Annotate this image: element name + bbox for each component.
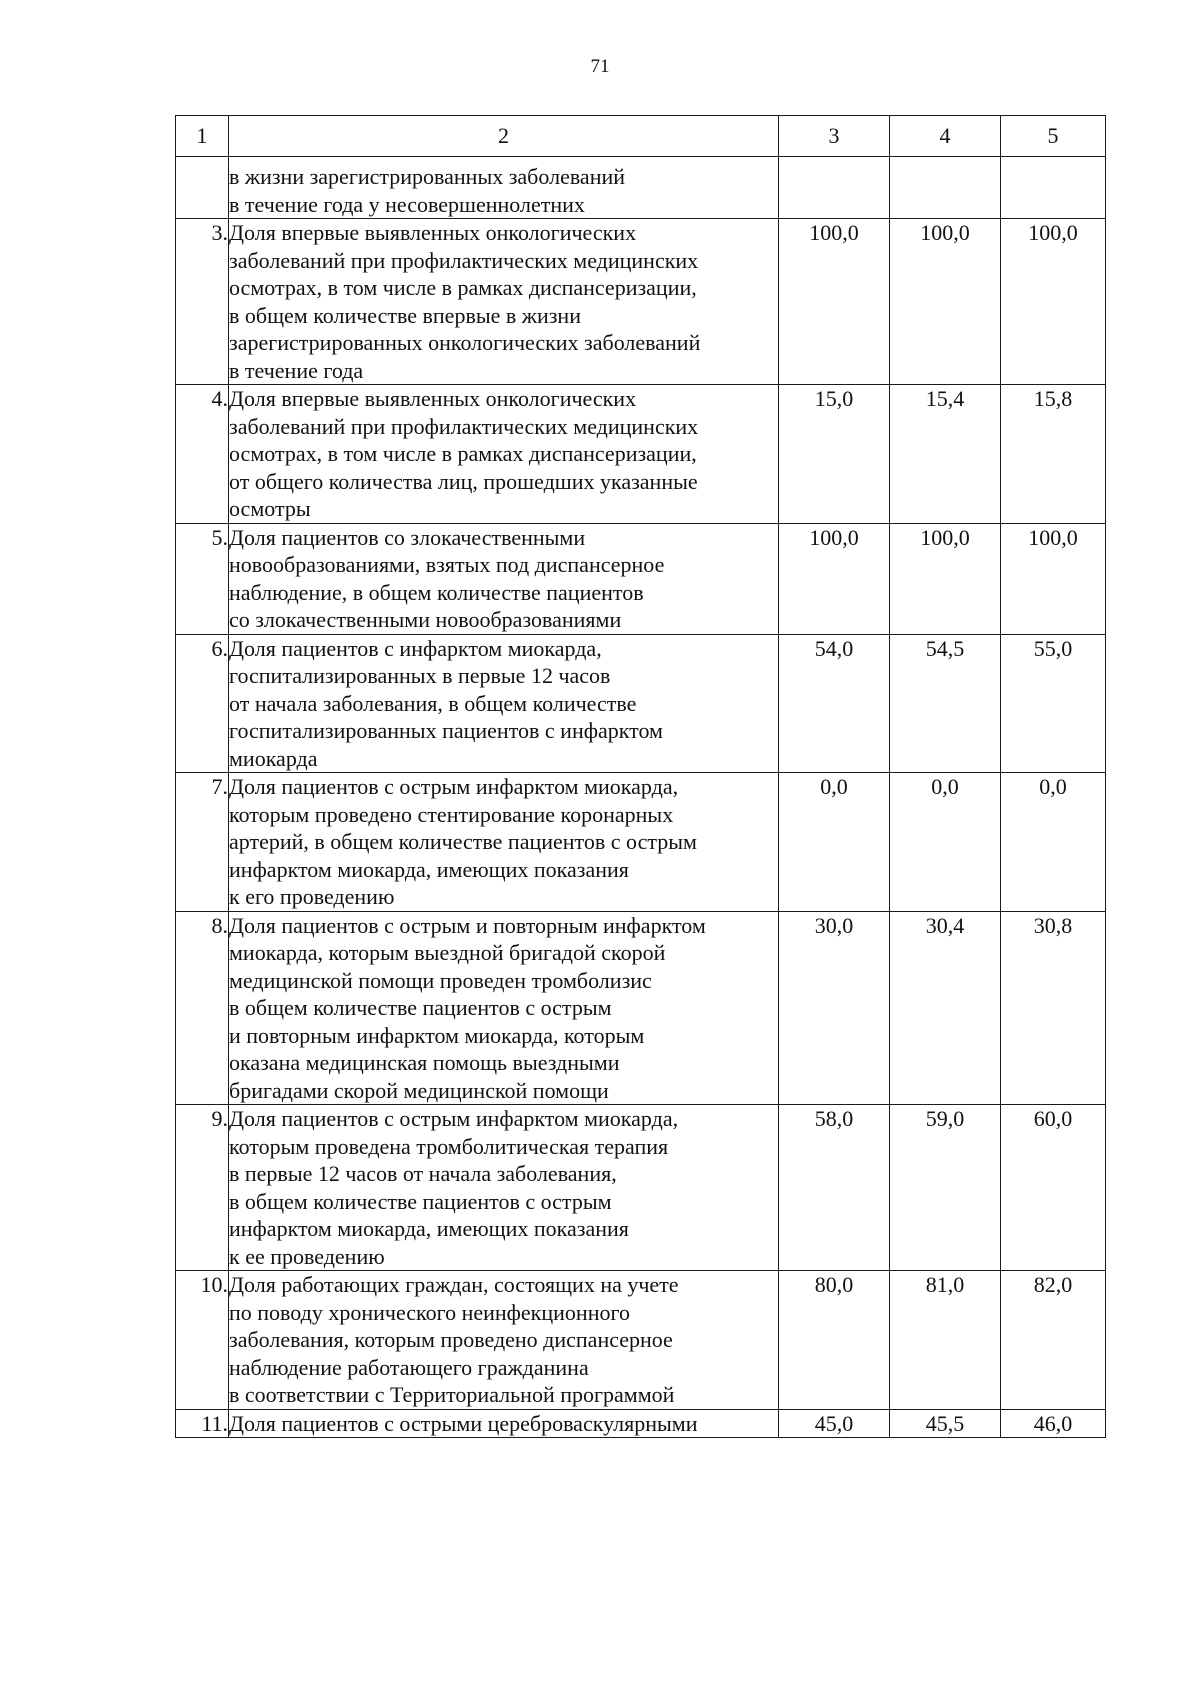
- row-description: [229, 1271, 779, 1410]
- row-value-col4: 100,0: [890, 523, 1001, 634]
- description-line: осмотрах, в том числе в рамках диспансеризации,: [229, 275, 697, 300]
- row-value-col4: 59,0: [890, 1105, 1001, 1271]
- row-description: [229, 1105, 779, 1271]
- row-description: [229, 634, 779, 773]
- description-line: Доля впервые выявленных онкологических: [229, 386, 637, 411]
- header-col-1: 1: [176, 116, 229, 157]
- row-number: 5.: [176, 523, 229, 634]
- description-line: от общего количества лиц, прошедших указанные: [229, 468, 698, 494]
- row-value-col3: 80,0: [779, 1271, 890, 1410]
- description-line: инфарктом миокарда, имеющих показания: [229, 856, 629, 882]
- row-value-col5: 0,0: [1001, 773, 1106, 912]
- description-line: зарегистрированных онкологических заболеваний: [229, 330, 701, 355]
- header-col-2: 2: [229, 116, 779, 157]
- description-line: артерий, в общем количестве пациентов с острым: [229, 829, 697, 854]
- description-line: медицинской помощи проведен тромболизис: [229, 967, 652, 993]
- continuation-row: [176, 157, 1106, 219]
- row-value-col3: [779, 157, 890, 219]
- description-line: миокарда, которым выездной бригадой скорой: [229, 940, 666, 965]
- description-line: осмотры: [229, 496, 311, 521]
- row-value-col3: 0,0: [779, 773, 890, 912]
- description-line: к ее проведению: [229, 1243, 385, 1269]
- row-value-col5: [1001, 157, 1106, 219]
- row-number: [176, 157, 229, 219]
- description-line: госпитализированных в первые 12 часов: [229, 663, 611, 688]
- row-value-col3: 54,0: [779, 634, 890, 773]
- table-row: [176, 1271, 1106, 1410]
- row-number: 7.: [176, 773, 229, 912]
- description-line: в общем количестве пациентов с острым: [229, 995, 612, 1020]
- row-value-col4: 81,0: [890, 1271, 1001, 1410]
- description-line: со злокачественными новообразованиями: [229, 607, 622, 632]
- row-value-col5: 82,0: [1001, 1271, 1106, 1410]
- table-row: [176, 1105, 1106, 1271]
- row-value-col3: 30,0: [779, 911, 890, 1105]
- description-line: которым проведена тромболитическая терапия: [229, 1133, 669, 1159]
- description-line: в соответствии с Территориальной программой: [229, 1382, 675, 1407]
- row-number: 3.: [176, 219, 229, 385]
- row-value-col4: 0,0: [890, 773, 1001, 912]
- description-line: в общем количестве пациентов с острым: [229, 1188, 612, 1214]
- table-row: [176, 911, 1106, 1105]
- row-number: 4.: [176, 385, 229, 524]
- header-col-4: 4: [890, 116, 1001, 157]
- description-line: от начала заболевания, в общем количестве: [229, 690, 637, 716]
- row-description: [229, 385, 779, 524]
- row-value-col4: 100,0: [890, 219, 1001, 385]
- page-number: 71: [590, 56, 610, 77]
- row-value-col5: 55,0: [1001, 634, 1106, 773]
- description-line: Доля впервые выявленных онкологических: [229, 220, 637, 245]
- table-row: [176, 634, 1106, 773]
- description-line: по поводу хронического неинфекционного: [229, 1299, 630, 1325]
- row-value-col4: [890, 157, 1001, 219]
- row-value-col3: 15,0: [779, 385, 890, 524]
- row-value-col5: 100,0: [1001, 219, 1106, 385]
- description-line: инфарктом миокарда, имеющих показания: [229, 1216, 629, 1241]
- description-line: наблюдение, в общем количестве пациентов: [229, 579, 644, 605]
- row-description: [229, 1409, 779, 1438]
- row-value-col3: 45,0: [779, 1409, 890, 1438]
- row-value-col4: 45,5: [890, 1409, 1001, 1438]
- description-line: к его проведению: [229, 884, 395, 909]
- row-value-col3: 58,0: [779, 1105, 890, 1271]
- row-number: 6.: [176, 634, 229, 773]
- table-row: [176, 523, 1106, 634]
- description-line: в первые 12 часов от начала заболевания,: [229, 1161, 617, 1186]
- description-line: и повторным инфарктом миокарда, которым: [229, 1022, 645, 1048]
- row-value-col5: 15,8: [1001, 385, 1106, 524]
- description-line: бригадами скорой медицинской помощи: [229, 1077, 609, 1103]
- row-description: [229, 157, 779, 219]
- description-line: наблюдение работающего гражданина: [229, 1354, 589, 1380]
- row-value-col3: 100,0: [779, 523, 890, 634]
- table-header-row: [176, 116, 1106, 157]
- row-number: 8.: [176, 911, 229, 1105]
- row-number: 11.: [176, 1409, 229, 1438]
- description-line: заболеваний при профилактических медицинских: [229, 413, 699, 439]
- description-line: Доля пациентов с инфарктом миокарда,: [229, 635, 602, 661]
- description-line: в течение года у несовершеннолетних: [229, 191, 585, 217]
- row-number: 9.: [176, 1105, 229, 1271]
- table-row: [176, 1409, 1106, 1438]
- description-line: миокарда: [229, 745, 318, 771]
- description-line: госпитализированных пациентов с инфарктом: [229, 718, 663, 743]
- row-description: [229, 911, 779, 1105]
- row-number: 10.: [176, 1271, 229, 1410]
- description-line: оказана медицинская помощь выездными: [229, 1050, 620, 1075]
- table-row: [176, 385, 1106, 524]
- description-line: Доля пациентов с острыми цереброваскулярными: [229, 1410, 698, 1436]
- description-line: Доля пациентов с острым инфарктом миокарда,: [229, 1106, 679, 1131]
- description-line: которым проведено стентирование коронарных: [229, 801, 674, 827]
- table-row: [176, 219, 1106, 385]
- row-description: [229, 773, 779, 912]
- row-value-col3: 100,0: [779, 219, 890, 385]
- row-description: [229, 523, 779, 634]
- row-value-col5: 100,0: [1001, 523, 1106, 634]
- header-col-5: 5: [1001, 116, 1106, 157]
- header-col-3: 3: [779, 116, 890, 157]
- description-line: осмотрах, в том числе в рамках диспансеризации,: [229, 441, 697, 466]
- row-value-col4: 54,5: [890, 634, 1001, 773]
- row-description: [229, 219, 779, 385]
- row-value-col4: 15,4: [890, 385, 1001, 524]
- description-line: в общем количестве впервые в жизни: [229, 302, 581, 328]
- row-value-col5: 60,0: [1001, 1105, 1106, 1271]
- description-line: заболевания, которым проведено диспансерное: [229, 1327, 673, 1352]
- description-line: Доля пациентов со злокачественными: [229, 524, 586, 550]
- row-value-col5: 46,0: [1001, 1409, 1106, 1438]
- description-line: заболеваний при профилактических медицинских: [229, 247, 699, 273]
- table-row: [176, 773, 1106, 912]
- description-line: в течение года: [229, 357, 364, 383]
- description-line: Доля работающих граждан, состоящих на учете: [229, 1272, 679, 1297]
- description-line: новообразованиями, взятых под диспансерное: [229, 552, 665, 577]
- description-line: в жизни зарегистрированных заболеваний: [229, 164, 626, 189]
- description-line: Доля пациентов с острым и повторным инфарктом: [229, 912, 706, 938]
- indicators-table: [175, 115, 1106, 1438]
- row-value-col5: 30,8: [1001, 911, 1106, 1105]
- row-value-col4: 30,4: [890, 911, 1001, 1105]
- description-line: Доля пациентов с острым инфарктом миокарда,: [229, 774, 679, 799]
